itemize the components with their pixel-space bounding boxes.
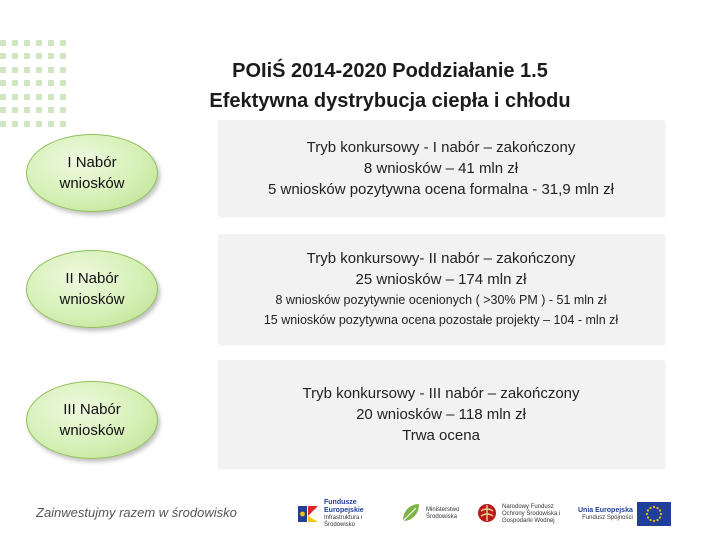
round-2-positive-pm: 8 wniosków pozytywnie ocenionych ( >30% PM ) - 51 mln zł bbox=[275, 293, 607, 307]
decorative-dot-pattern bbox=[0, 40, 60, 130]
fe-program: Infrastruktura i Środowisko bbox=[324, 515, 363, 528]
round-2-applications: 25 wniosków – 174 mln zł bbox=[355, 271, 527, 288]
round-1-label-line-1: I Nabór bbox=[67, 154, 117, 171]
ministry-name: Ministerstwo Środowiska bbox=[426, 507, 460, 520]
round-2-label bbox=[26, 250, 158, 328]
page-title bbox=[150, 56, 630, 116]
fundusze-europejskie-logo-icon bbox=[296, 502, 320, 526]
round-3-status: Tryb konkursowy - III nabór – zakończony bbox=[302, 384, 580, 402]
nfosigw-logo-icon bbox=[476, 501, 498, 528]
ministry-logo bbox=[400, 501, 466, 528]
ministry-leaf-logo-icon bbox=[400, 501, 422, 528]
fe-name: Fundusze Europejskie bbox=[324, 499, 364, 514]
eu-name: Unia Europejska bbox=[578, 506, 633, 514]
title-line-2: Efektywna dystrybucja ciepła i chłodu bbox=[209, 90, 571, 112]
fundusze-europejskie-logo bbox=[296, 499, 390, 529]
title-line-1: POIiŚ 2014-2020 Poddziałanie 1.5 bbox=[232, 60, 548, 82]
eu-logo bbox=[578, 502, 671, 526]
round-3-applications: 20 wniosków – 118 mln zł bbox=[356, 405, 526, 423]
eu-fund: Fundusz Spójności bbox=[582, 514, 633, 521]
nfosigw-logo bbox=[476, 501, 568, 528]
round-2-status: Tryb konkursowy- II nabór – zakończony bbox=[306, 250, 576, 267]
round-1-details bbox=[218, 120, 664, 216]
nfos-name: Narodowy Fundusz Ochrony Środowiska i Gospodarki Wodnej bbox=[502, 503, 561, 524]
footer-logos bbox=[296, 494, 671, 534]
round-3-label-line-1: III Nabór bbox=[63, 401, 121, 418]
round-3-label-line-2: wniosków bbox=[59, 422, 125, 439]
eu-flag-icon bbox=[637, 502, 671, 526]
round-1-applications: 8 wniosków – 41 mln zł bbox=[363, 159, 519, 177]
footer-slogan: Zainwestujmy razem w środowisko bbox=[36, 505, 237, 520]
round-3-label bbox=[26, 381, 158, 459]
round-1-label-line-2: wniosków bbox=[59, 175, 125, 192]
round-2-details bbox=[218, 234, 664, 344]
round-3-details bbox=[218, 360, 664, 468]
round-1-label bbox=[26, 134, 158, 212]
round-1-positive: 5 wniosków pozytywna ocena formalna - 31,9 mln zł bbox=[268, 180, 614, 198]
round-2-positive-other: 15 wniosków pozytywna ocena pozostałe projekty – 104 - mln zł bbox=[263, 313, 619, 327]
round-2-label-line-1: II Nabór bbox=[65, 270, 119, 287]
round-3-evaluation: Trwa ocena bbox=[402, 426, 480, 444]
round-1-status: Tryb konkursowy - I nabór – zakończony bbox=[306, 138, 576, 156]
round-2-label-line-2: wniosków bbox=[59, 291, 125, 308]
